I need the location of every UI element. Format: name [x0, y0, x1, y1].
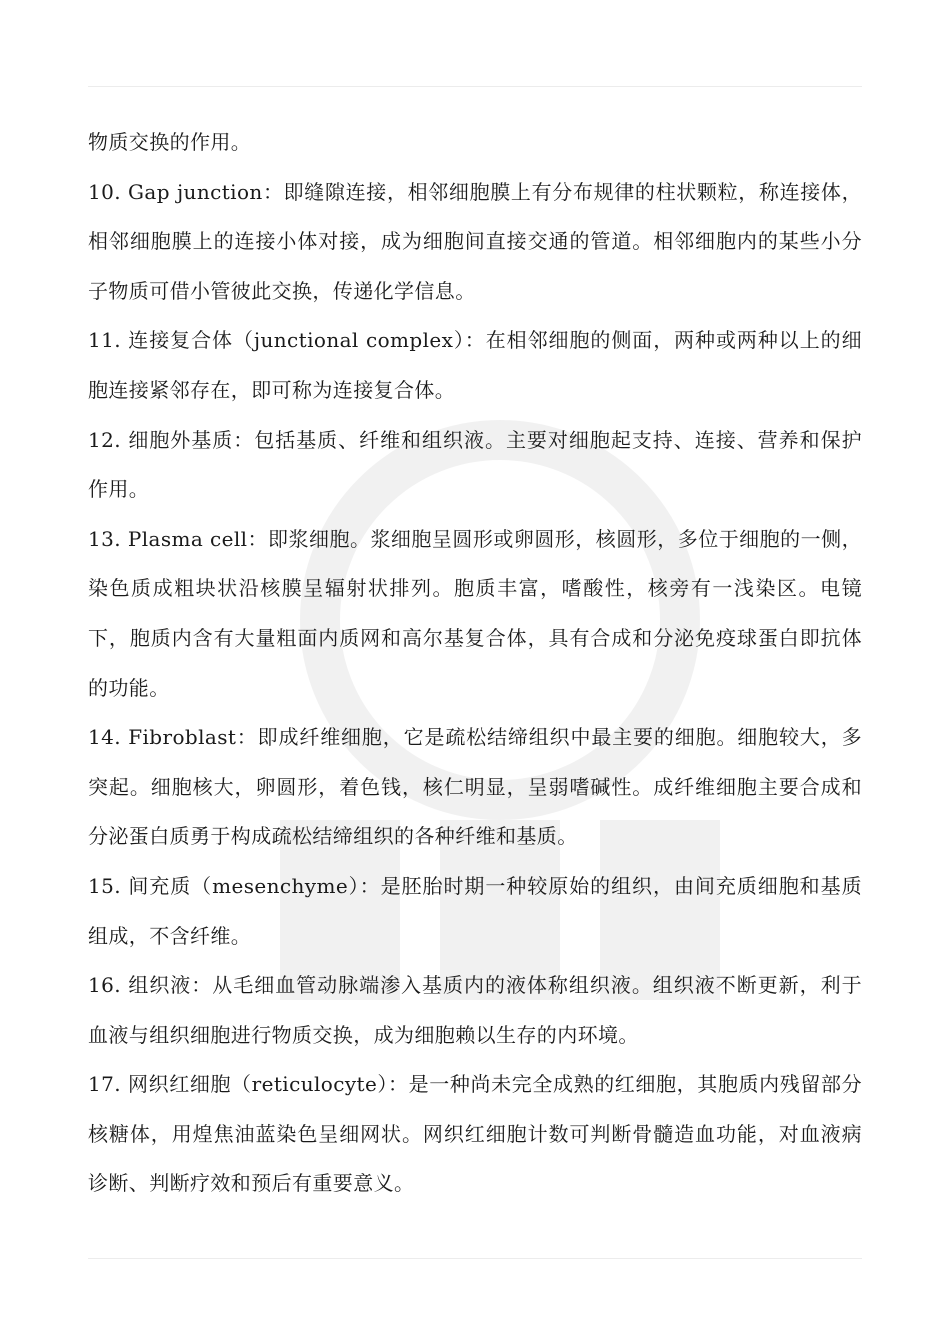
- paragraph-item-11: 11. 连接复合体（junctional complex）：在相邻细胞的侧面，两种或两种以上的细胞连接紧邻存在，即可称为连接复合体。: [88, 328, 862, 402]
- paragraph-item-12: 12. 细胞外基质：包括基质、纤维和组织液。主要对细胞起支持、连接、营养和保护作用。: [88, 427, 862, 502]
- footer-divider: [88, 1258, 862, 1259]
- paragraph-item-17: 17. 网织红细胞（reticulocyte）：是一种尚未完全成熟的红细胞，其胞质内残留部分核糖体，用煌焦油蓝染色呈细网状。网织红细胞计数可判断骨髓造血功能，对血液病诊断、判断疗效和预后有重要意义。: [88, 1072, 862, 1196]
- paragraph-item-14: 14. Fibroblast：即成纤维细胞，它是疏松结缔组织中最主要的细胞。细胞较大，多突起。细胞核大，卵圆形，着色钱，核仁明显，呈弱嗜碱性。成纤维细胞主要合成和分泌蛋白质勇于构成疏松结缔组织的各种纤维和基质。: [88, 725, 862, 849]
- paragraph-item-13: 13. Plasma cell：即浆细胞。浆细胞呈圆形或卵圆形，核圆形，多位于细胞的一侧，染色质成粗块状沿核膜呈辐射状排列。胞质丰富，嗜酸性，核旁有一浅染区。电镜下，胞质内含有大量粗面内质网和高尔基复合体，具有合成和分泌免疫球蛋白即抗体的功能。: [88, 526, 862, 700]
- paragraph-item-16: 16. 组织液：从毛细血管动脉端渗入基质内的液体称组织液。组织液不断更新，利于血液与组织细胞进行物质交换，成为细胞赖以生存的内环境。: [88, 973, 862, 1047]
- paragraph-item-15: 15. 间充质（mesenchyme）：是胚胎时期一种较原始的组织，由间充质细胞和基质组成，不含纤维。: [88, 873, 862, 948]
- document-body: [88, 118, 862, 1209]
- paragraph-continuation: 物质交换的作用。: [88, 130, 252, 154]
- header-divider: [88, 86, 862, 87]
- paragraph-item-10: 10. Gap junction：即缝隙连接，相邻细胞膜上有分布规律的柱状颗粒，称连接体，相邻细胞膜上的连接小体对接，成为细胞间直接交通的管道。相邻细胞内的某些小分子物质可借小管彼此交换，传递化学信息。: [88, 179, 862, 303]
